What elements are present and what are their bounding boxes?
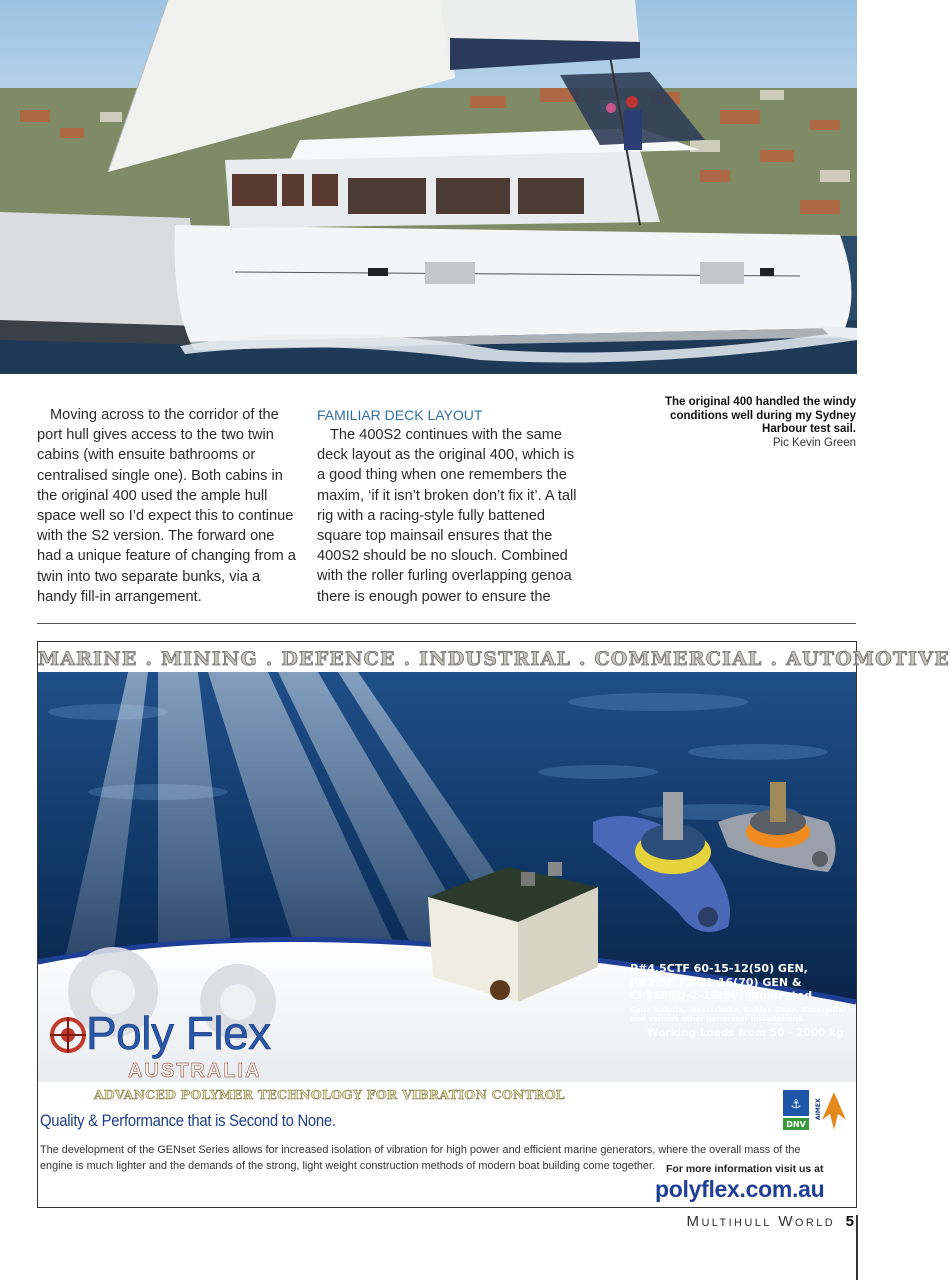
quality-statement: Quality & Performance that is Second to None.: [40, 1112, 336, 1130]
caption-text: The original 400 handled the windy conditions well during my Sydney Harbour test sail.: [664, 396, 856, 436]
polyflex-logo-icon: [48, 1013, 88, 1057]
aimex-cert-icon: [816, 1090, 846, 1132]
polyflex-logo: [48, 1007, 348, 1087]
magazine-name: Multihull World: [686, 1213, 836, 1230]
website-link[interactable]: polyflex.com.au: [655, 1176, 825, 1202]
ad-description: The development of the GENset Series allows for increased isolation of vibration for high power and efficient marine generators, where the overall mass of the engine is much lighter and the demands of the strong, light weight construction methods of modern boat building come together.: [40, 1144, 801, 1172]
spec-compatibility: Suits Kubota, Westerbeke, Kohler, Onan, Caterpillar and various other generator installations.: [630, 1004, 847, 1023]
spec-line: P#4.5CTF 60-15-12(50) GEN,: [630, 962, 808, 975]
polyflex-advertisement[interactable]: [37, 641, 950, 1208]
product-spec-block: [630, 962, 852, 1039]
photo-caption: [650, 396, 856, 450]
article-column-2: [317, 405, 579, 607]
article-paragraph: Moving across to the corridor of the port hull gives access to the two twin cabins (with ensuite bathrooms or centralised single one). Both cabins in the original 400 used the ample hull space well so I’d expect this to continue with the S2 version. The forward one had a unique feature of changing from a twin into two separate bunks, via a handy fill-in arrangement.: [37, 407, 296, 605]
more-info-label: For more information visit us at: [666, 1163, 824, 1175]
footer-rule: [856, 1215, 858, 1280]
article-column-1: [37, 405, 299, 607]
dnv-cert-icon: [783, 1090, 813, 1132]
page-number: 5: [845, 1213, 854, 1230]
section-divider: [37, 623, 856, 624]
spec-line: P#7.5F 73-11-16(70) GEN &: [630, 975, 802, 989]
svg-text:⚓: ⚓: [790, 1097, 802, 1111]
article-paragraph: The 400S2 continues with the same deck layout as the original 400, which is a good thing when one remembers the maxim, ‘if it isn’t broken don’t fix it’. A tall rig with a racing-style fully battened square top mainsail ensures that the 400S2 should be no slouch. Combined with the roller furling overlapping genoa there is enough power to ensure the: [317, 427, 577, 605]
catamaran-photo: [0, 0, 857, 374]
cert-dnv-label: DNV: [786, 1120, 806, 1129]
working-loads: Working Loads from 50 - 2000 kg: [647, 1026, 844, 1039]
brand-name: Poly Flex: [86, 1007, 271, 1059]
spec-line: Ci 165SQ-2-16(80) Illustrated: [630, 989, 813, 1002]
page-footer: [687, 1213, 854, 1230]
section-heading: FAMILIAR DECK LAYOUT: [317, 407, 483, 423]
brand-country: AUSTRALIA: [128, 1060, 262, 1082]
ad-industries-banner: MARINE . MINING . DEFENCE . INDUSTRIAL . COMMERCIAL . AUTOMOTIVE: [38, 648, 950, 670]
ad-tagline: ADVANCED POLYMER TECHNOLOGY FOR VIBRATION CONTROL: [94, 1087, 565, 1102]
cert-aimex-label: AIMEX: [815, 1098, 822, 1120]
photo-credit: Pic Kevin Green: [772, 436, 856, 449]
